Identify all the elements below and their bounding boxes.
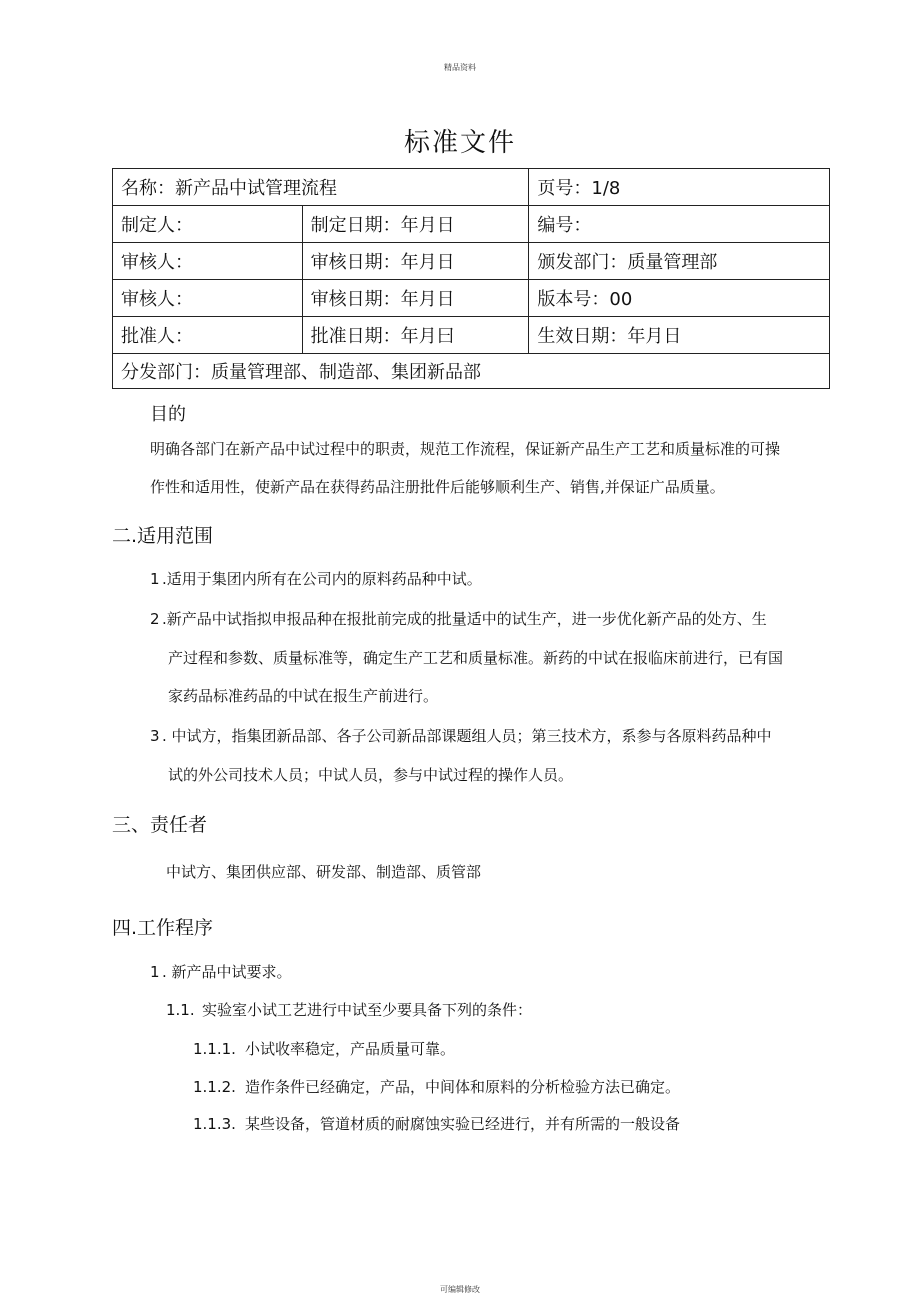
- table-row: [113, 317, 830, 354]
- list-item-number: 1.1.: [166, 1001, 195, 1019]
- list-item: [150, 560, 850, 598]
- version-cell: 版本号：00: [529, 280, 830, 317]
- list-item-number: 1: [150, 570, 160, 588]
- list-item-number: 3: [150, 727, 160, 745]
- list-item-text: .新产品中试指拟申报品种在报批前完成的批量适中的试生产，进一步优化新产品的处方、生: [162, 610, 767, 628]
- draft-date-cell: 制定日期：年月日: [302, 206, 529, 243]
- table-row: [113, 280, 830, 317]
- list-item-text: 某些设备，管道材质的耐腐蚀实验已经进行，并有所需的一般设备: [245, 1115, 681, 1133]
- procedure-heading: 四.工作程序: [112, 917, 214, 939]
- scope-heading: 二.适用范围: [112, 525, 214, 547]
- distribution-cell: 分发部门：质量管理部、制造部、集团新品部: [113, 354, 830, 389]
- list-item: [150, 953, 850, 991]
- list-item-number: 1.1.3.: [193, 1115, 236, 1133]
- doc-number-cell: 编号：: [529, 206, 830, 243]
- responsible-heading: 三、责任者: [112, 814, 208, 836]
- list-item-text: 实验室小试工艺进行中试至少要具备下列的条件：: [202, 1001, 533, 1019]
- document-info-table: [112, 168, 830, 389]
- list-item-text: . 中试方，指集团新品部、各子公司新品部课题组人员；第三技术方，系参与各原料药品种中: [162, 727, 772, 745]
- table-row: [113, 243, 830, 280]
- issue-dept-cell: 颁发部门：质量管理部: [529, 243, 830, 280]
- approve-date-cell: 批准日期：年月曰: [302, 317, 529, 354]
- list-item-number: 1: [150, 963, 160, 981]
- purpose-text-line: 明确各部门在新产品中试过程中的职责，规范工作流程，保证新产品生产工艺和质量标准的可操: [150, 440, 781, 458]
- list-item: [193, 1068, 853, 1106]
- list-item: [166, 991, 846, 1029]
- page-footer-note: 可编辑修改: [440, 1285, 480, 1294]
- list-item: [193, 1030, 853, 1068]
- list-item-text: 产过程和参数、质量标准等，确定生产工艺和质量标准。新药的中试在报临床前进行，已有国: [168, 649, 784, 667]
- list-item-text: 小试收率稳定，产品质量可靠。: [245, 1040, 456, 1058]
- reviewer-cell: 审核人：: [113, 243, 303, 280]
- list-item: [150, 717, 850, 797]
- review-date-cell: 审核日期：年月日: [302, 243, 529, 280]
- list-item-number: 2: [150, 610, 160, 628]
- list-item: [150, 600, 850, 720]
- list-item-number: 1.1.2.: [193, 1078, 236, 1096]
- list-item-text: 家药品标准药品的中试在报生产前进行。: [168, 687, 439, 705]
- reviewer-cell: 审核人：: [113, 280, 303, 317]
- list-item-text: 造作条件已经确定，产品，中间体和原料的分析检验方法已确定。: [245, 1078, 681, 1096]
- list-item-text: 试的外公司技术人员；中试人员，参与中试过程的操作人员。: [168, 766, 574, 784]
- list-item-number: 1.1.1.: [193, 1040, 236, 1058]
- purpose-heading: 目的: [150, 404, 186, 425]
- table-row: [113, 354, 830, 389]
- purpose-text-line: 作性和适用性，使新产品在获得药品注册批件后能够顺利生产、销售,并保证广品质量。: [150, 478, 725, 496]
- table-row: [113, 206, 830, 243]
- document-title: 标准文件: [403, 128, 516, 158]
- responsible-text: 中试方、集团供应部、研发部、制造部、质管部: [166, 863, 482, 881]
- list-item-text: .适用于集团内所有在公司内的原料药品种中试。: [162, 570, 482, 588]
- review-date-cell: 审核日期：年月日: [302, 280, 529, 317]
- list-item: [193, 1105, 853, 1143]
- table-row: [113, 169, 830, 206]
- doc-name-cell: 名称：新产品中试管理流程: [113, 169, 529, 206]
- list-item-text: . 新产品中试要求。: [162, 963, 292, 981]
- page-number-cell: 页号：1/8: [529, 169, 830, 206]
- drafter-cell: 制定人：: [113, 206, 303, 243]
- approver-cell: 批准人：: [113, 317, 303, 354]
- effective-date-cell: 生效日期：年月日: [529, 317, 830, 354]
- page-header-note: 精品资料: [444, 63, 476, 72]
